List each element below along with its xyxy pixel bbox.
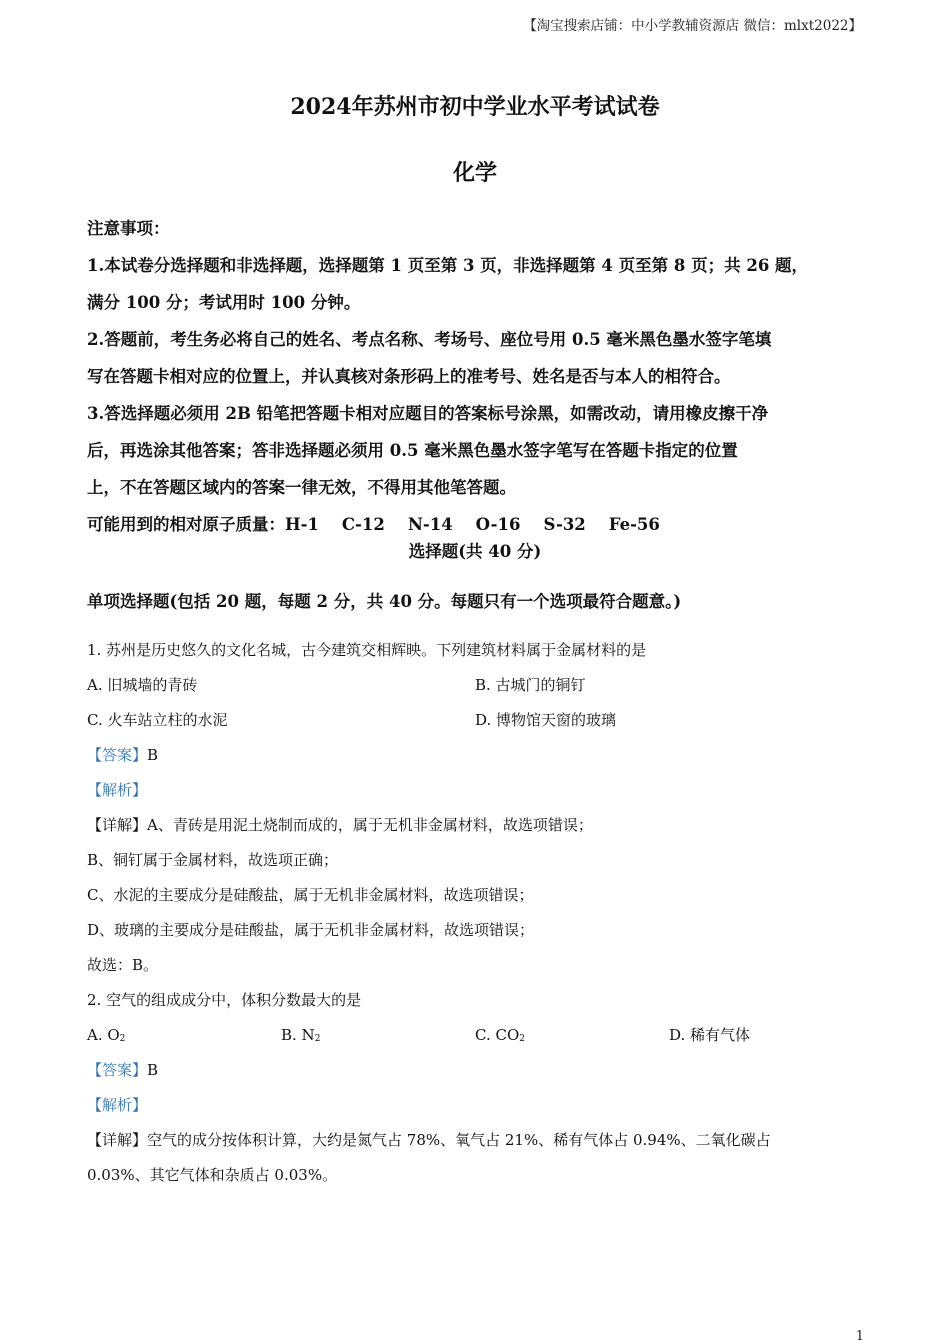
questions-body bbox=[87, 636, 867, 1196]
header-note: 【淘宝搜索店铺：中小学教辅资源店 微信：mlxt2022】 bbox=[523, 18, 862, 34]
q2-detail: 【详解】空气的成分按体积计算，大约是氮气占 78%、氧气占 21%、稀有气体占 0.94%、二氧化碳占 bbox=[87, 1131, 771, 1149]
q2-option-c: C. $CO_2$ bbox=[475, 1026, 525, 1044]
note-line: 后，再选涂其他答案；答非选择题必须用 0.5 毫米黑色墨水签字笔写在答题卡指定的位置 bbox=[87, 441, 738, 460]
single-choice-title: 单项选择题(包括 20 题，每题 2 分，共 40 分。每题只有一个选项最符合题意。) bbox=[87, 592, 682, 611]
atomic-mass-line: 可能用到的相对原子质量：H-1 C-12 N-14 O-16 S-32 Fe-56 bbox=[87, 515, 660, 534]
q1-detail: C、水泥的主要成分是硅酸盐，属于无机非金属材料，故选项错误； bbox=[87, 886, 534, 904]
answer-tag: 【答案】 bbox=[87, 746, 148, 764]
note-line: 写在答题卡相对应的位置上，并认真核对条形码上的准考号、姓名是否与本人的相符合。 bbox=[87, 367, 731, 386]
q1-detail: B、铜钉属于金属材料，故选项正确； bbox=[87, 851, 339, 869]
q2-option-a: A. $O_2$ bbox=[87, 1026, 126, 1044]
exam-title: 2024年苏州市初中学业水平考试试卷 bbox=[290, 94, 660, 120]
subject-title: 化学 bbox=[452, 160, 497, 186]
q1-options-row-1 bbox=[87, 671, 867, 706]
q2-analysis-tag: 【解析】 bbox=[87, 1096, 148, 1114]
q2-stem: 2. 空气的组成成分中，体积分数最大的是 bbox=[87, 991, 362, 1009]
answer-value: B bbox=[147, 746, 159, 764]
note-line: 3.答选择题必须用 2B 铅笔把答题卡相对应题目的答案标号涂黑，如需改动，请用橡皮擦干净 bbox=[87, 404, 769, 423]
page-number: 1 bbox=[855, 1329, 864, 1344]
answer-tag: 【答案】 bbox=[87, 1061, 148, 1079]
q1-detail: D、玻璃的主要成分是硅酸盐，属于无机非金属材料，故选项错误； bbox=[87, 921, 535, 939]
q1-analysis-tag: 【解析】 bbox=[87, 781, 148, 799]
answer-value: B bbox=[147, 1061, 159, 1079]
note-line: 2.答题前，考生务必将自己的姓名、考点名称、考场号、座位号用 0.5 毫米黑色墨水签字笔填 bbox=[87, 330, 772, 349]
q1-option-b: B. 古城门的铜钉 bbox=[475, 676, 586, 694]
q1-answer bbox=[87, 741, 867, 776]
q1-option-d: D. 博物馆天窗的玻璃 bbox=[475, 711, 617, 729]
q2-option-d: D. 稀有气体 bbox=[669, 1026, 751, 1044]
q1-options-row-2 bbox=[87, 706, 867, 741]
q2-options-row bbox=[87, 1021, 867, 1056]
notes-section bbox=[87, 210, 867, 543]
q2-answer bbox=[87, 1056, 867, 1091]
note-line: 满分 100 分；考试用时 100 分钟。 bbox=[87, 293, 361, 312]
q1-detail: 【详解】A、青砖是用泥土烧制而成的，属于无机非金属材料，故选项错误； bbox=[87, 816, 593, 834]
q1-conclusion: 故选：B。 bbox=[87, 956, 159, 974]
single-choice-heading bbox=[87, 588, 867, 616]
note-line: 1.本试卷分选择题和非选择题，选择题第 1 页至第 3 页，非选择题第 4 页至第 8 页；共 26 题， bbox=[87, 256, 809, 275]
q1-stem: 1. 苏州是历史悠久的文化名城，古今建筑交相辉映。下列建筑材料属于金属材料的是 bbox=[87, 641, 647, 659]
q2-option-b: B. $N_2$ bbox=[281, 1026, 321, 1044]
q2-detail: 0.03%、其它气体和杂质占 0.03%。 bbox=[87, 1166, 338, 1184]
q1-option-a: A. 旧城墙的青砖 bbox=[87, 676, 198, 694]
q1-option-c: C. 火车站立柱的水泥 bbox=[87, 711, 228, 729]
note-line: 上，不在答题区域内的答案一律无效，不得用其他笔答题。 bbox=[87, 478, 516, 497]
section-title: 选择题(共 40 分) bbox=[408, 542, 542, 561]
notes-heading: 注意事项： bbox=[87, 219, 170, 238]
